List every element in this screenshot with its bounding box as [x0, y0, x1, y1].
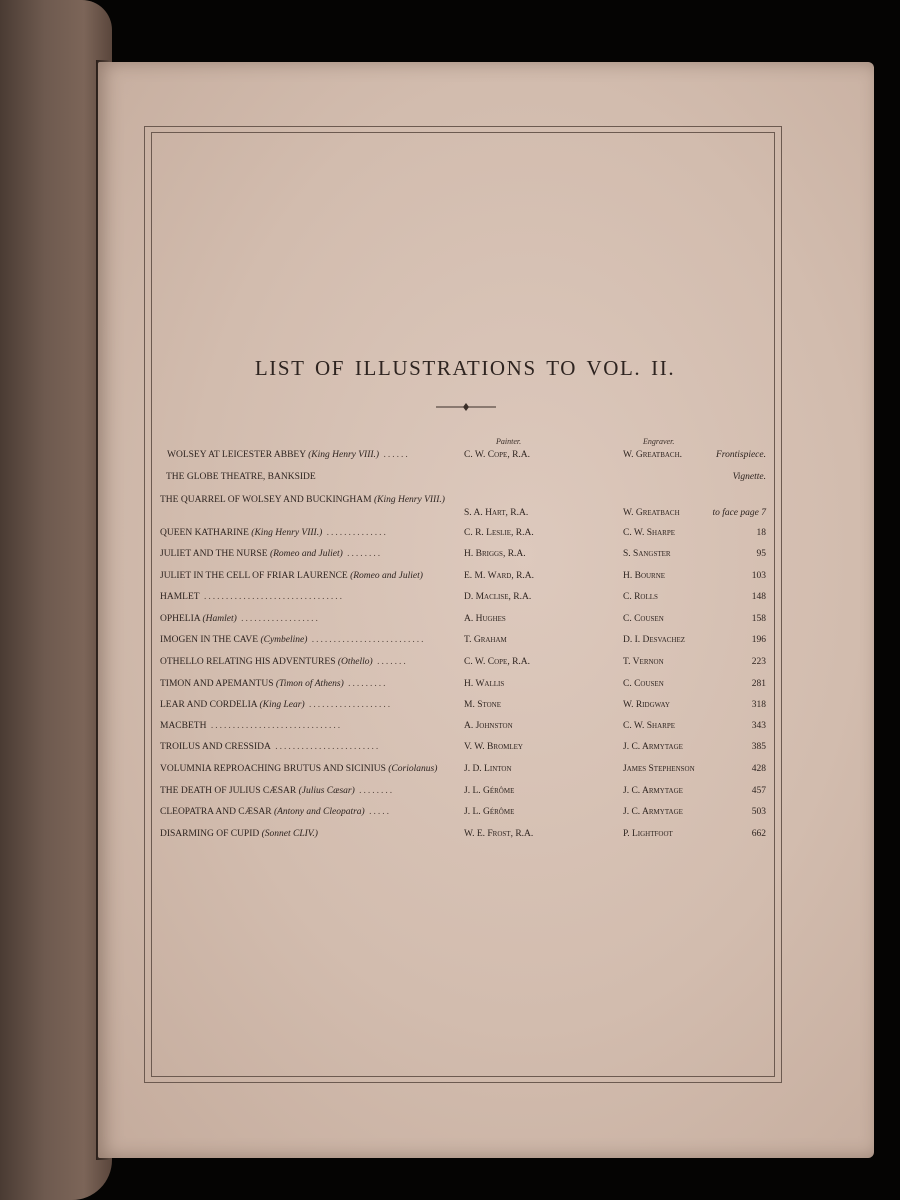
list-item: [160, 721, 770, 741]
painter-name: J. D. Linton: [464, 764, 512, 774]
leader-dots: ........: [342, 549, 383, 559]
list-item: [160, 829, 770, 849]
engraver-name: W. Greatbach.: [623, 450, 683, 460]
painter-name: S. A. Hart, R.A.: [464, 508, 529, 518]
illustration-title: THE GLOBE THEATRE, BANKSIDE: [166, 472, 316, 482]
list-item: [160, 472, 770, 492]
leader-dots: .........: [343, 679, 388, 689]
painter-name: C. W. Cope, R.A.: [464, 657, 531, 667]
engraver-name: J. C. Armytage: [623, 786, 683, 796]
play-name: (King Henry VIII.): [251, 528, 323, 538]
illustration-title: MACBETH ..............................: [160, 721, 343, 731]
list-item: [160, 742, 770, 762]
play-name: (Sonnet CLIV.): [261, 829, 318, 839]
page-number: 103: [751, 571, 766, 581]
page-number: 318: [751, 700, 766, 710]
list-item: [160, 614, 770, 634]
painter-name: E. M. Ward, R.A.: [464, 571, 535, 581]
illustration-title: LEAR AND CORDELIA (King Lear) ...................: [160, 700, 393, 710]
illustration-title: WOLSEY AT LEICESTER ABBEY (King Henry VIII.) ......: [167, 450, 410, 460]
list-item: [160, 764, 770, 784]
page-number: 503: [751, 807, 766, 817]
painter-name: J. L. Gérôme: [464, 786, 515, 796]
page-number: Frontispiece.: [715, 450, 766, 460]
illustration-title: TIMON AND APEMANTUS (Timon of Athens) .........: [160, 679, 388, 689]
painter-name: A. Hughes: [464, 614, 506, 624]
engraver-name: S. Sangster: [623, 549, 671, 559]
engraver-name: James Stephenson: [623, 764, 695, 774]
page-number: 281: [751, 679, 766, 689]
illustration-title: DISARMING OF CUPID (Sonnet CLIV.): [160, 829, 318, 839]
page-number: 148: [751, 592, 766, 602]
illustration-title: QUEEN KATHARINE (King Henry VIII.) ..............: [160, 528, 388, 538]
painter-name: J. L. Gérôme: [464, 807, 515, 817]
painter-name: A. Johnston: [464, 721, 513, 731]
leader-dots: .......: [372, 657, 408, 667]
leader-dots: ...................: [304, 700, 393, 710]
painter-name: T. Graham: [464, 635, 507, 645]
illustration-title: CLEOPATRA AND CÆSAR (Antony and Cleopatra) .....: [160, 807, 391, 817]
list-item: [160, 786, 770, 806]
painter-name: C. R. Leslie, R.A.: [464, 528, 534, 538]
list-item: [160, 493, 770, 518]
engraver-column-header: Engraver.: [643, 437, 675, 446]
play-name: (King Lear): [259, 700, 305, 710]
page-number: 196: [751, 635, 766, 645]
engraver-name: C. Rolls: [623, 592, 658, 602]
painter-name: H. Wallis: [464, 679, 505, 689]
illustration-title: OTHELLO RELATING HIS ADVENTURES (Othello) .......: [160, 657, 408, 667]
leader-dots: ................................: [199, 592, 344, 602]
engraver-name: W. Greatbach: [623, 508, 680, 518]
engraver-name: C. Cousen: [623, 614, 664, 624]
engraver-name: P. Lightfoot: [623, 829, 673, 839]
painter-name: H. Briggs, R.A.: [464, 549, 526, 559]
play-name: (Timon of Athens): [275, 679, 344, 689]
leader-dots: ........................: [270, 742, 381, 752]
page-number: 18: [756, 528, 766, 538]
page-number: Vignette.: [732, 472, 766, 482]
ornament-divider: [436, 401, 496, 413]
page-number: 95: [756, 549, 766, 559]
play-name: (Julius Cæsar): [298, 786, 355, 796]
painter-name: M. Stone: [464, 700, 502, 710]
painter-name: D. Maclise, R.A.: [464, 592, 532, 602]
engraver-name: C. Cousen: [623, 679, 664, 689]
leader-dots: ......: [379, 450, 410, 460]
illustration-title: VOLUMNIA REPROACHING BRUTUS AND SICINIUS (Coriolanus): [160, 764, 438, 774]
leader-dots: .....: [364, 807, 391, 817]
illustration-title: JULIET IN THE CELL OF FRIAR LAURENCE (Romeo and Juliet): [160, 571, 423, 581]
leader-dots: ........: [354, 786, 395, 796]
engraver-name: W. Ridgway: [623, 700, 670, 710]
engraver-name: C. W. Sharpe: [623, 721, 675, 731]
engraver-name: D. I. Desvachez: [623, 635, 686, 645]
play-name: (Antony and Cleopatra): [273, 807, 365, 817]
page-number: 223: [751, 657, 766, 667]
engraver-name: H. Bourne: [623, 571, 666, 581]
leader-dots: ..............: [322, 528, 388, 538]
list-item: [160, 549, 770, 569]
illustration-title: IMOGEN IN THE CAVE (Cymbeline) ..........................: [160, 635, 426, 645]
engraver-name: J. C. Armytage: [623, 807, 683, 817]
list-item: [160, 700, 770, 720]
painter-name: V. W. Bromley: [464, 742, 523, 752]
page-number: 662: [751, 829, 766, 839]
list-item: [160, 450, 770, 470]
list-item: [160, 528, 770, 548]
page-number: 457: [751, 786, 766, 796]
painter-column-header: Painter.: [496, 437, 522, 446]
engraver-name: T. Vernon: [623, 657, 664, 667]
play-name: (Romeo and Juliet): [350, 571, 423, 581]
leader-dots: ..........................: [307, 635, 426, 645]
play-name: (Romeo and Juliet): [269, 549, 343, 559]
engraver-name: C. W. Sharpe: [623, 528, 675, 538]
play-name: (King Henry VIII.): [373, 495, 445, 505]
page-title: LIST OF ILLUSTRATIONS TO VOL. II.: [254, 356, 676, 380]
list-item: [160, 807, 770, 827]
list-item: [160, 657, 770, 677]
illustration-title: TROILUS AND CRESSIDA ........................: [160, 742, 381, 752]
painter-name: C. W. Cope, R.A.: [464, 450, 531, 460]
page-number: to face page 7: [712, 508, 766, 518]
painter-name: W. E. Frost, R.A.: [464, 829, 534, 839]
list-item: [160, 635, 770, 655]
list-item: [160, 571, 770, 591]
page-number: 158: [751, 614, 766, 624]
list-item: [160, 592, 770, 612]
illustration-title: OPHELIA (Hamlet) ..................: [160, 614, 320, 624]
play-name: (Coriolanus): [388, 764, 438, 774]
engraver-name: J. C. Armytage: [623, 742, 683, 752]
illustration-title: THE QUARREL OF WOLSEY AND BUCKINGHAM (King Henry VIII.): [160, 495, 445, 505]
page-number: 343: [751, 721, 766, 731]
play-name: (Cymbeline): [260, 635, 308, 645]
illustration-title: HAMLET ................................: [160, 592, 344, 602]
list-item: [160, 679, 770, 699]
leader-dots: ..................: [236, 614, 320, 624]
leader-dots: ..............................: [206, 721, 343, 731]
play-name: (King Henry VIII.): [308, 450, 380, 460]
page-number: 385: [751, 742, 766, 752]
page-number: 428: [751, 764, 766, 774]
play-name: (Othello): [337, 657, 373, 667]
play-name: (Hamlet): [202, 614, 237, 624]
illustration-title: THE DEATH OF JULIUS CÆSAR (Julius Cæsar) ........: [160, 786, 395, 796]
illustration-title: JULIET AND THE NURSE (Romeo and Juliet) ........: [160, 549, 383, 559]
